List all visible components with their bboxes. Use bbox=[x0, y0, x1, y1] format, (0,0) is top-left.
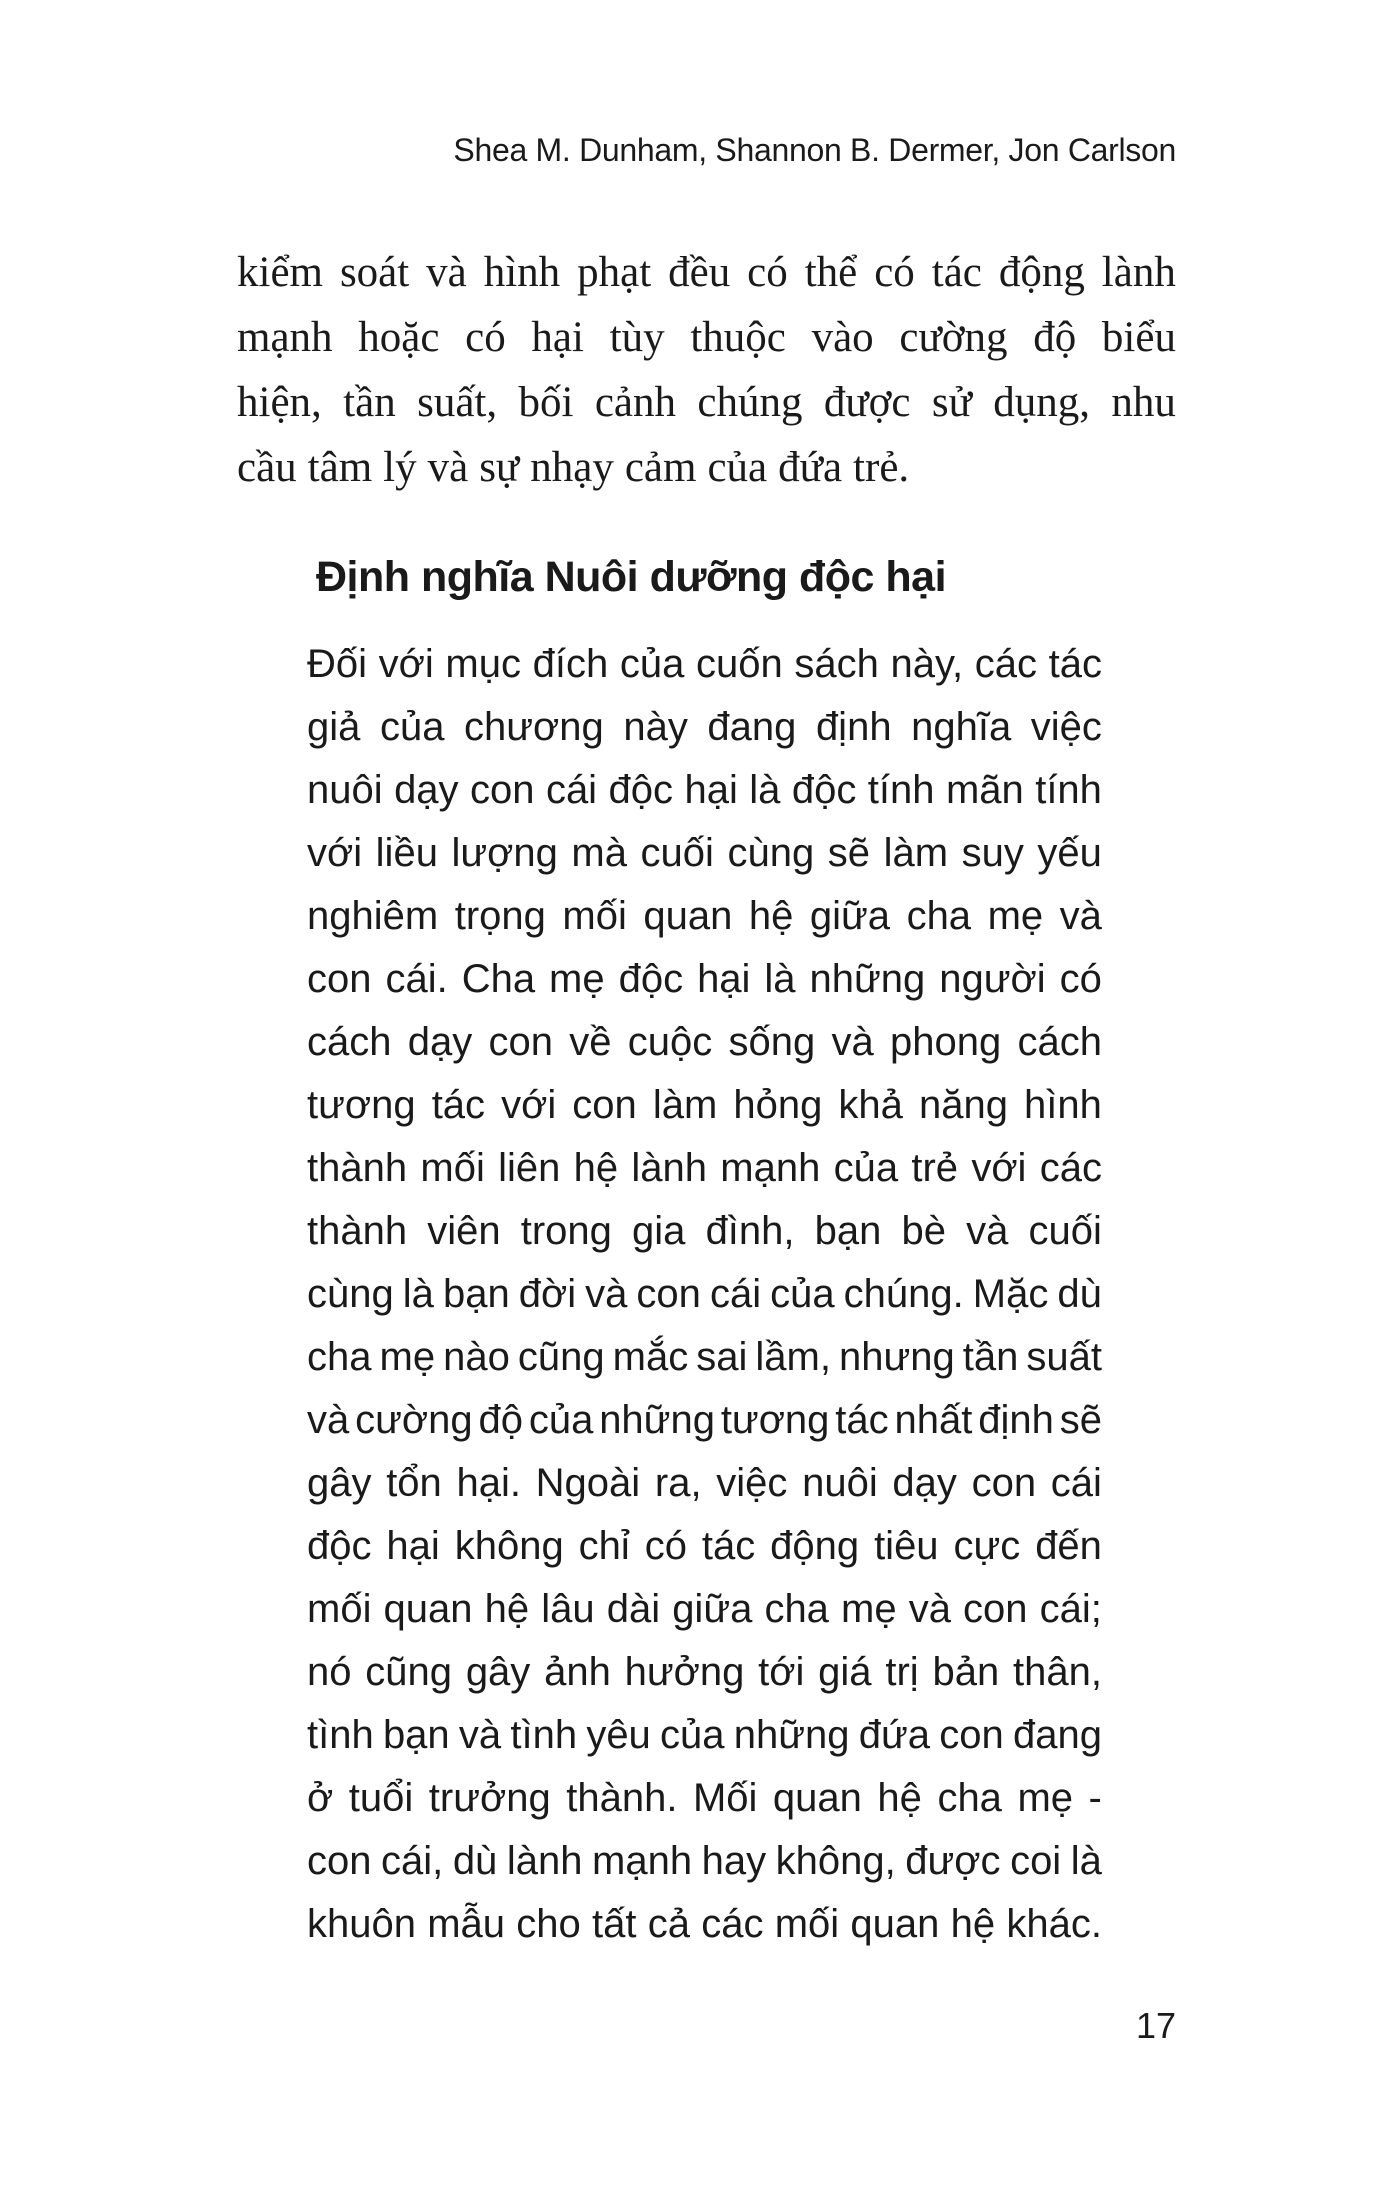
paragraph-2-line: gây tổn hại. Ngoài ra, việc nuôi dạy con cái bbox=[307, 1461, 1102, 1505]
paragraph-2-line: con cái, dù lành mạnh hay không, được coi là bbox=[307, 1839, 1102, 1883]
paragraph-2-line: với liều lượng mà cuối cùng sẽ làm suy yếu bbox=[307, 831, 1102, 875]
paragraph-2-line: nó cũng gây ảnh hưởng tới giá trị bản thân, bbox=[307, 1650, 1102, 1694]
paragraph-2-line: khuôn mẫu cho tất cả các mối quan hệ khác. bbox=[307, 1902, 1102, 1946]
paragraph-2-line: ở tuổi trưởng thành. Mối quan hệ cha mẹ - bbox=[307, 1776, 1102, 1820]
paragraph-2-line: thành mối liên hệ lành mạnh của trẻ với các bbox=[307, 1146, 1102, 1190]
paragraph-2-line: và cường độ của những tương tác nhất định sẽ bbox=[307, 1398, 1102, 1442]
paragraph-1-line: mạnh hoặc có hại tùy thuộc vào cường độ biểu bbox=[237, 314, 1176, 361]
paragraph-2-line: tương tác với con làm hỏng khả năng hình bbox=[307, 1083, 1102, 1127]
running-head: Shea M. Dunham, Shannon B. Dermer, Jon Carlson bbox=[453, 132, 1176, 168]
page-number: 17 bbox=[1135, 2005, 1176, 2046]
section-heading: Định nghĩa Nuôi dưỡng độc hại bbox=[316, 553, 947, 601]
paragraph-1-line: hiện, tần suất, bối cảnh chúng được sử dụng, nhu bbox=[237, 379, 1176, 426]
paragraph-2-line: nuôi dạy con cái độc hại là độc tính mãn tính bbox=[307, 768, 1102, 812]
paragraph-2-line: Đối với mục đích của cuốn sách này, các tác bbox=[307, 642, 1102, 686]
paragraph-2-line: con cái. Cha mẹ độc hại là những người có bbox=[307, 957, 1102, 1001]
paragraph-2-line: độc hại không chỉ có tác động tiêu cực đến bbox=[307, 1524, 1102, 1568]
paragraph-2-line: cha mẹ nào cũng mắc sai lầm, nhưng tần suất bbox=[307, 1335, 1102, 1379]
paragraph-2-line: nghiêm trọng mối quan hệ giữa cha mẹ và bbox=[307, 894, 1102, 938]
paragraph-1-line: cầu tâm lý và sự nhạy cảm của đứa trẻ. bbox=[237, 444, 910, 491]
paragraph-2-line: cùng là bạn đời và con cái của chúng. Mặc dù bbox=[307, 1272, 1102, 1316]
paragraph-1-line: kiểm soát và hình phạt đều có thể có tác động lành bbox=[237, 249, 1176, 296]
paragraph-2-line: thành viên trong gia đình, bạn bè và cuối bbox=[307, 1209, 1102, 1253]
paragraph-2-line: cách dạy con về cuộc sống và phong cách bbox=[307, 1020, 1102, 1064]
paragraph-2-line: mối quan hệ lâu dài giữa cha mẹ và con cái; bbox=[307, 1587, 1102, 1631]
paragraph-2-line: giả của chương này đang định nghĩa việc bbox=[307, 705, 1102, 749]
paragraph-2-line: tình bạn và tình yêu của những đứa con đang bbox=[307, 1713, 1102, 1757]
